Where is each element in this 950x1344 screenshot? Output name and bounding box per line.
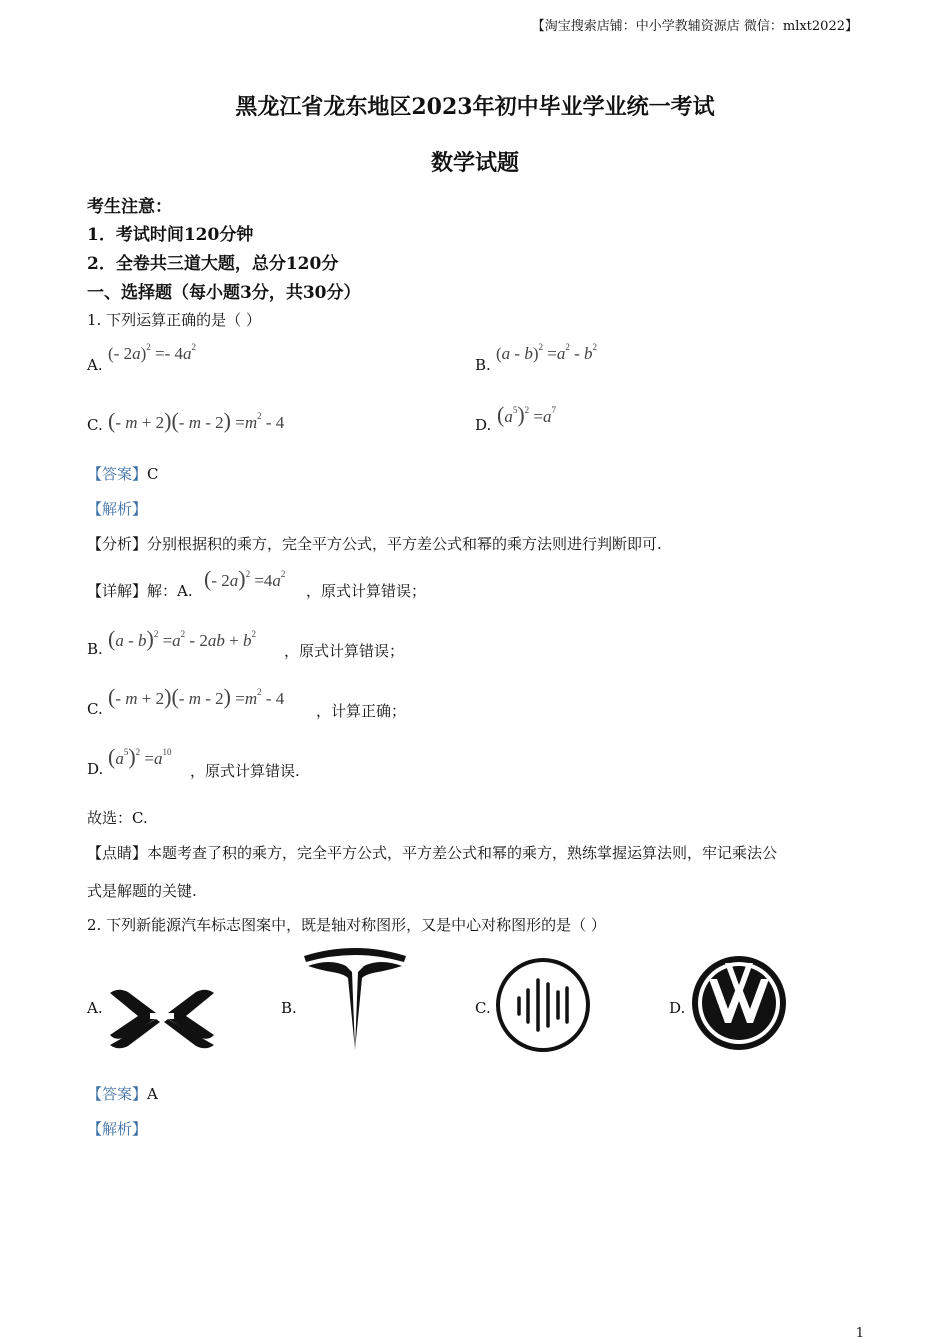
tesla-logo-icon: [300, 944, 410, 1052]
q2-analysis-label: 【解析】: [87, 1120, 148, 1138]
q1-xiangjie: [87, 580, 193, 601]
q1-dianjing-label: 【点睛】: [87, 844, 148, 862]
q2-option-c-label: C.: [475, 999, 491, 1017]
q1-fenxi-label: 【分析】: [87, 535, 148, 553]
q1-option-a-label: A.: [87, 356, 103, 374]
notice-item-2: 2．全卷共三道大题，总分120分: [87, 254, 339, 274]
q2-answer-label: 【答案】: [87, 1085, 148, 1103]
q1-dianjing-text1: 本题考查了积的乘方，完全平方公式，平方差公式和幂的乘方，熟练掌握运算法则，牢记乘法公: [147, 844, 778, 862]
q2-option-b-label: B.: [281, 999, 297, 1017]
q1-xiangjie-label: 【详解】: [87, 582, 148, 600]
q1-dianjing-line1: [87, 842, 777, 863]
q1-detail-c-label: C.: [87, 700, 103, 718]
q2-answer: [87, 1083, 158, 1104]
q1-detail-d-text: ，原式计算错误.: [190, 762, 300, 780]
q1-xiangjie-prefix: 解：A.: [147, 582, 193, 600]
page-number: 1: [855, 1326, 864, 1341]
page-subtitle: 数学试题: [430, 150, 519, 176]
q2-option-d-label: D.: [669, 999, 686, 1017]
question-2-stem: 2. 下列新能源汽车标志图案中，既是轴对称图形，又是中心对称图形的是（ ）: [87, 916, 606, 934]
q1-option-c-formula: (- m + 2)(- $m - 2) =m^2 - 4$: [108, 408, 285, 433]
q1-analysis-label: 【解析】: [87, 500, 148, 518]
q1-detail-a-text: ，原式计算错误；: [306, 582, 427, 600]
q1-option-b-formula: $(a - b)^2 =a^2 - b^2$: [496, 342, 598, 363]
q1-detail-b-label: B.: [87, 640, 103, 658]
vw-logo-icon: [689, 953, 789, 1053]
q1-detail-c-formula: (- m + 2)(- $m - 2) =m^2 - 4$: [108, 684, 285, 709]
q1-fenxi-text: 分别根据积的乘方，完全平方公式，平方差公式和幂的乘方法则进行判断即可.: [147, 535, 662, 553]
q1-answer: [87, 463, 159, 484]
q1-answer-label: 【答案】: [87, 465, 148, 483]
notice-item-1: 1．考试时间120分钟: [87, 225, 254, 245]
x-logo-icon: [106, 985, 218, 1053]
q1-choose: 故选：C.: [87, 809, 148, 827]
q1-option-d-label: D.: [475, 416, 492, 434]
question-1-stem: 1. 下列运算正确的是（ ）: [87, 311, 261, 329]
q2-answer-value: A: [147, 1085, 158, 1103]
circle-lines-logo-icon: [494, 956, 592, 1054]
q1-answer-value: C: [147, 465, 159, 483]
page-title: 黑龙江省龙东地区2023年初中毕业学业统一考试: [235, 94, 715, 120]
q1-detail-b-formula: $(a - b)^2 =a^2 - 2ab + b^2$: [108, 626, 256, 651]
q1-detail-b-text: ，原式计算错误；: [284, 642, 405, 660]
q2-option-a-label: A.: [87, 999, 103, 1017]
q1-option-a-formula: (- $2a)^2 =- 4a^2$: [108, 342, 196, 363]
q1-option-b-label: B.: [475, 356, 491, 374]
q1-detail-c-text: ，计算正确；: [316, 702, 407, 720]
q1-option-d-formula: $(a^5)^2 =a^7$: [497, 402, 556, 427]
q1-dianjing-line2: 式是解题的关键.: [87, 882, 197, 900]
section-heading: 一、选择题（每小题3分，共30分）: [87, 283, 361, 303]
notice-heading: 考生注意：: [87, 197, 172, 217]
q1-detail-a-formula: (- $2a)^2 =4a^2$: [204, 566, 286, 591]
q1-fenxi: [87, 533, 662, 554]
header-note: 【淘宝搜索店铺：中小学教辅资源店 微信：mlxt2022】: [531, 19, 858, 34]
q1-option-c-label: C.: [87, 416, 103, 434]
q1-detail-d-label: D.: [87, 760, 104, 778]
q1-detail-d-formula: $(a^5)^2 =a^{10}$: [108, 744, 172, 769]
